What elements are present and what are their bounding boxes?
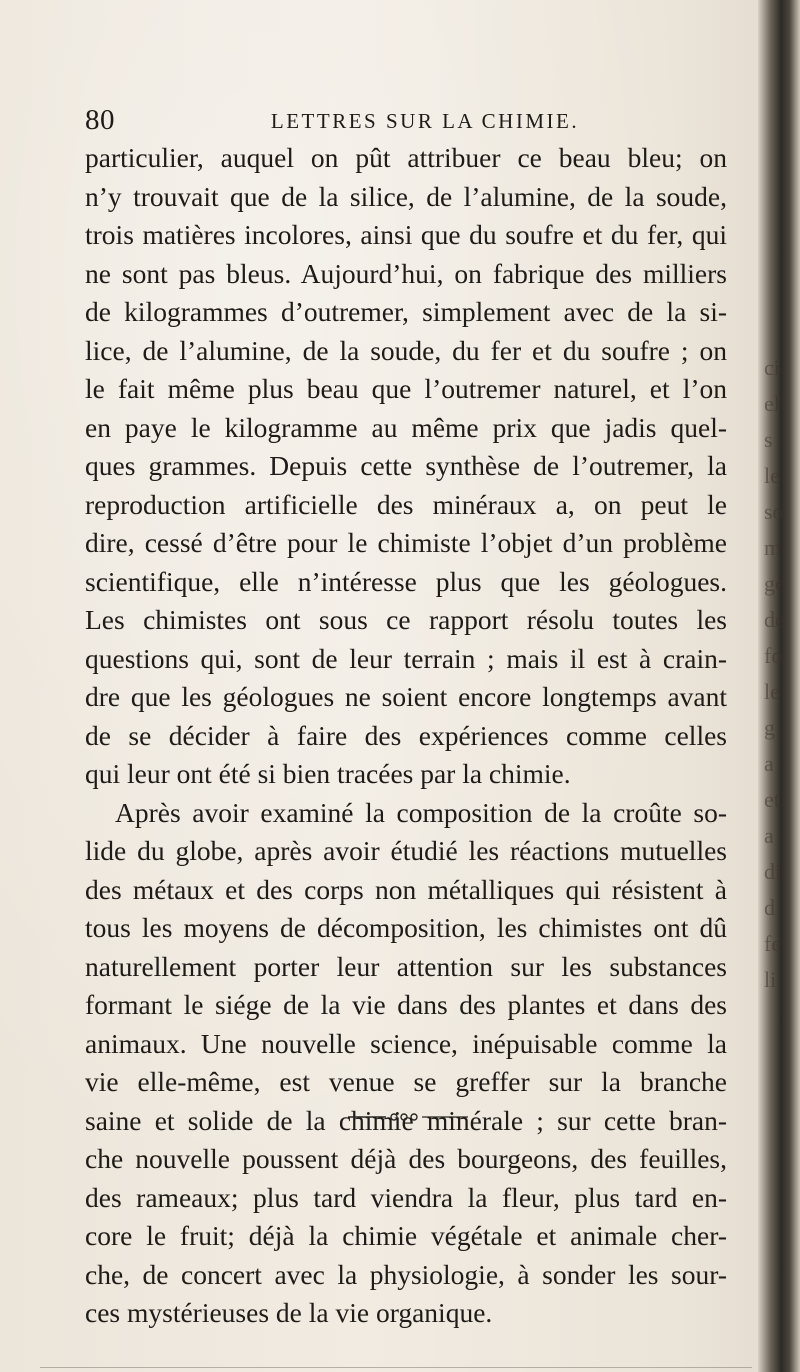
text-line: saine et solide de la chimie minérale ; sur cette bran- xyxy=(85,1104,727,1136)
running-title: LETTRES SUR LA CHIMIE. xyxy=(270,109,580,133)
text-line: dre que les géologues ne soient encore longtemps avant xyxy=(85,681,727,712)
text-line: formant le siége de la vie dans des plantes et dans des xyxy=(85,989,727,1020)
text-line: particulier, auquel on pût attribuer ce beau bleu; on xyxy=(85,142,727,173)
text-line: tous les moyens de décomposition, les chimistes ont dû xyxy=(85,912,727,943)
text-line: vie elle-même, est venue se greffer sur la branche xyxy=(85,1066,727,1097)
edge-fragment: el xyxy=(764,391,780,416)
page-number: 80 xyxy=(85,104,115,136)
text-line: des rameaux; plus tard viendra la fleur, plus tard en- xyxy=(85,1181,727,1213)
text-line: qui leur ont été si bien tracées par la chimie. xyxy=(85,758,571,789)
edge-fragment: le xyxy=(764,463,780,488)
text-line: lide du globe, après avoir étudié les réactions mutuelles xyxy=(85,835,727,866)
edge-fragment: li xyxy=(764,967,777,992)
edge-fragment: d xyxy=(764,895,775,920)
page-header xyxy=(85,104,725,144)
text-line: animaux. Une nouvelle science, inépuisable comme la xyxy=(85,1027,727,1059)
text-line: Les chimistes ont sous ce rapport résolu toutes les xyxy=(85,604,727,635)
text-line: des métaux et des corps non métalliques qui résistent à xyxy=(85,873,727,905)
text-line: en paye le kilogramme au même prix que jadis quel- xyxy=(85,411,727,443)
edge-fragment: et xyxy=(764,787,780,812)
edge-fragment: fe xyxy=(764,931,782,956)
edge-fragment: di xyxy=(764,859,782,884)
text-line: ces mystérieuses de la vie organique. xyxy=(85,1297,493,1328)
text-line: trois matières incolores, ainsi que du soufre et du fer, qui xyxy=(85,219,727,250)
edge-fragment: de xyxy=(764,607,785,632)
edge-fragment: fo xyxy=(764,643,783,668)
edge-fragment: le xyxy=(764,679,780,704)
bottom-rule xyxy=(40,1367,752,1368)
text-line: ques grammes. Depuis cette synthèse de l’outremer, la xyxy=(85,450,727,481)
edge-fragment: ge xyxy=(764,571,785,596)
edge-fragment: a xyxy=(764,751,774,776)
text-line: scientifique, elle n’intéresse plus que les géologues. xyxy=(85,565,727,597)
text-line: lice, de l’alumine, de la soude, du fer et du soufre ; on xyxy=(85,334,727,366)
edge-fragment: m xyxy=(764,535,782,560)
text-line: dire, cessé d’être pour le chimiste l’objet d’un problème xyxy=(85,527,727,558)
edge-fragment: a xyxy=(764,823,774,848)
text-line: ne sont pas bleus. Aujourd’hui, on fabrique des milliers xyxy=(85,257,727,289)
text-line: le fait même plus beau que l’outremer naturel, et l’on xyxy=(85,373,727,404)
text-line: questions qui, sont de leur terrain ; mais il est à crain- xyxy=(85,642,727,674)
end-ornament xyxy=(338,1110,478,1124)
text-line: che, de concert avec la physiologie, à sonder les sour- xyxy=(85,1258,727,1290)
facing-page-edge-text xyxy=(764,350,794,998)
text-line: naturellement porter leur attention sur les substances xyxy=(85,950,727,982)
edge-fragment: s xyxy=(764,427,773,452)
body-text xyxy=(85,139,727,1333)
text-line: che nouvelle poussent déjà des bourgeons, des feuilles, xyxy=(85,1143,727,1174)
text-line: de kilogrammes d’outremer, simplement avec de la si- xyxy=(85,296,727,327)
text-line: n’y trouvait que de la silice, de l’alumine, de la soude, xyxy=(85,180,727,212)
text-line: de se décider à faire des expériences comme celles xyxy=(85,719,727,751)
edge-fragment: ci xyxy=(764,355,780,380)
paragraph-start-line: Après avoir examiné la composition de la croûte so- xyxy=(115,796,727,828)
text-line: reproduction artificielle des minéraux a, on peut le xyxy=(85,488,727,520)
edge-fragment: g xyxy=(764,715,775,740)
edge-fragment: so xyxy=(764,499,784,524)
text-line: core le fruit; déjà la chimie végétale et animale cher- xyxy=(85,1220,727,1251)
